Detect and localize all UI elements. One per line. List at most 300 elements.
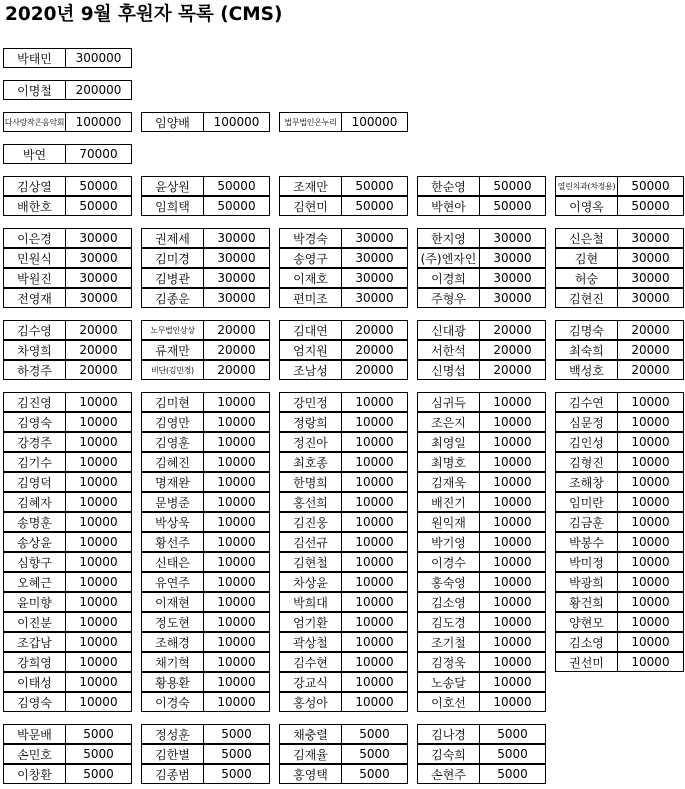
- donor-row: [3, 592, 131, 612]
- donor-amount: 5000: [479, 764, 546, 784]
- donor-row: [3, 288, 131, 308]
- donor-row: [141, 228, 269, 248]
- tier-30000-column: [3, 228, 131, 308]
- donor-row: [279, 512, 407, 532]
- donor-name: 홍선희: [279, 492, 342, 512]
- donor-row: [3, 692, 131, 712]
- donor-name: 김정욱: [417, 652, 480, 672]
- donor-name: 김명숙: [555, 320, 618, 340]
- donor-name: 권제세: [141, 228, 204, 248]
- donor-name: 신은철: [555, 228, 618, 248]
- donor-name: 김수연: [555, 392, 618, 412]
- tier-10000-column: [417, 392, 545, 712]
- donor-amount: 10000: [203, 672, 270, 692]
- donor-amount: 50000: [65, 176, 132, 196]
- donor-row: [3, 472, 131, 492]
- donor-row: [3, 632, 131, 652]
- donor-name: 박미정: [555, 552, 618, 572]
- donor-name: 이경수: [417, 552, 480, 572]
- donor-name: 원익재: [417, 512, 480, 532]
- donor-row: [417, 268, 545, 288]
- donor-name: 김종운: [141, 288, 204, 308]
- donor-name: 박경숙: [279, 228, 342, 248]
- donor-row: [417, 692, 545, 712]
- donor-row: [141, 552, 269, 572]
- donor-row: [417, 552, 545, 572]
- donor-amount: 10000: [65, 572, 132, 592]
- page-title: 2020년 9월 후원자 목록 (CMS): [5, 4, 283, 25]
- donor-row: [417, 612, 545, 632]
- donor-row: [279, 552, 407, 572]
- tier-10000-column: [141, 392, 269, 712]
- donor-row: [279, 360, 407, 380]
- donor-amount: 30000: [341, 228, 408, 248]
- tier-10000-column: [3, 392, 131, 712]
- donor-amount: 20000: [203, 340, 270, 360]
- donor-amount: 10000: [203, 552, 270, 572]
- donor-name: 박연: [3, 144, 66, 164]
- donor-row: [141, 392, 269, 412]
- donor-row: [3, 80, 131, 100]
- donor-amount: 10000: [479, 412, 546, 432]
- donor-name: 김혜자: [3, 492, 66, 512]
- tier-50000-column: [3, 176, 131, 216]
- donor-amount: 10000: [617, 612, 684, 632]
- donor-row: [279, 492, 407, 512]
- donor-amount: 30000: [203, 248, 270, 268]
- donor-row: [3, 572, 131, 592]
- donor-row: [3, 492, 131, 512]
- donor-amount: 10000: [341, 632, 408, 652]
- donor-amount: 10000: [479, 392, 546, 412]
- donor-row: [417, 492, 545, 512]
- donor-amount: 10000: [479, 452, 546, 472]
- donor-row: [3, 228, 131, 248]
- donor-row: [417, 392, 545, 412]
- donor-row: [417, 572, 545, 592]
- donor-name: 심문정: [555, 412, 618, 432]
- donor-amount: 5000: [65, 724, 132, 744]
- donor-row: [141, 288, 269, 308]
- donor-amount: 10000: [203, 472, 270, 492]
- donor-amount: 10000: [65, 612, 132, 632]
- donor-row: [279, 196, 407, 216]
- donor-row: [279, 248, 407, 268]
- tier-20000-column: [3, 320, 131, 380]
- donor-amount: 10000: [341, 672, 408, 692]
- donor-amount: 30000: [617, 248, 684, 268]
- donor-amount: 10000: [65, 512, 132, 532]
- donor-name: 명재완: [141, 472, 204, 492]
- donor-name: 김재율: [279, 744, 342, 764]
- donor-row: [555, 632, 683, 652]
- donor-amount: 100000: [203, 112, 270, 132]
- donor-amount: 10000: [65, 592, 132, 612]
- donor-amount: 30000: [203, 228, 270, 248]
- donor-row: [279, 592, 407, 612]
- donor-row: [3, 196, 131, 216]
- donor-amount: 10000: [65, 652, 132, 672]
- donor-name: 김현철: [279, 552, 342, 572]
- donor-amount: 10000: [203, 692, 270, 712]
- donor-name: 양현모: [555, 612, 618, 632]
- donor-row: [417, 228, 545, 248]
- donor-amount: 50000: [203, 176, 270, 196]
- donor-amount: 20000: [341, 320, 408, 340]
- donor-name: 배한호: [3, 196, 66, 216]
- donor-row: [141, 744, 269, 764]
- donor-amount: 5000: [203, 724, 270, 744]
- donor-amount: 10000: [479, 532, 546, 552]
- donor-amount: 30000: [479, 268, 546, 288]
- donor-amount: 10000: [479, 492, 546, 512]
- donor-name: 정진아: [279, 432, 342, 452]
- donor-amount: 10000: [203, 452, 270, 472]
- donor-amount: 20000: [617, 340, 684, 360]
- donor-amount: 10000: [341, 532, 408, 552]
- donor-amount: 10000: [617, 392, 684, 412]
- donor-amount: 30000: [341, 268, 408, 288]
- donor-row: [3, 360, 131, 380]
- donor-amount: 10000: [65, 412, 132, 432]
- donor-name: 곽상철: [279, 632, 342, 652]
- donor-amount: 10000: [65, 432, 132, 452]
- donor-amount: 10000: [203, 592, 270, 612]
- donor-amount: 50000: [203, 196, 270, 216]
- donor-row: [279, 176, 407, 196]
- donor-name: 황건희: [555, 592, 618, 612]
- donor-name: 전영재: [3, 288, 66, 308]
- donor-amount: 10000: [203, 512, 270, 532]
- donor-name: 손현주: [417, 764, 480, 784]
- donor-amount: 30000: [203, 288, 270, 308]
- donor-row: [3, 612, 131, 632]
- donor-amount: 10000: [617, 512, 684, 532]
- tier-70000-column: [3, 144, 131, 164]
- donor-row: [279, 744, 407, 764]
- donor-row: [555, 288, 683, 308]
- tier-10000-column: [279, 392, 407, 712]
- donor-amount: 10000: [341, 512, 408, 532]
- donor-row: [417, 412, 545, 432]
- donor-name: 강경주: [3, 432, 66, 452]
- donor-row: [3, 248, 131, 268]
- donor-amount: 10000: [65, 452, 132, 472]
- donor-row: [3, 724, 131, 744]
- donor-row: [555, 512, 683, 532]
- donor-name: 김현진: [555, 288, 618, 308]
- donor-row: [417, 472, 545, 492]
- donor-row: [279, 112, 407, 132]
- donor-amount: 20000: [203, 320, 270, 340]
- donor-name: 유연주: [141, 572, 204, 592]
- donor-amount: 30000: [65, 228, 132, 248]
- donor-row: [279, 572, 407, 592]
- donor-row: [141, 724, 269, 744]
- donor-row: [279, 432, 407, 452]
- donor-amount: 10000: [203, 392, 270, 412]
- donor-amount: 10000: [617, 492, 684, 512]
- donor-name: 신태은: [141, 552, 204, 572]
- donor-row: [141, 248, 269, 268]
- tier-30000-column: [555, 228, 683, 308]
- donor-name: 김숙희: [417, 744, 480, 764]
- donor-row: [141, 472, 269, 492]
- donor-name: 신명섭: [417, 360, 480, 380]
- donor-row: [141, 176, 269, 196]
- donor-name: 노무법인상상: [141, 320, 204, 340]
- donor-amount: 10000: [617, 532, 684, 552]
- donor-name: 문병준: [141, 492, 204, 512]
- donor-amount: 10000: [617, 552, 684, 572]
- donor-row: [3, 532, 131, 552]
- donor-row: [279, 692, 407, 712]
- donor-amount: 30000: [341, 288, 408, 308]
- donor-row: [279, 764, 407, 784]
- donor-row: [417, 176, 545, 196]
- donor-name: 김재욱: [417, 472, 480, 492]
- donor-name: 박태민: [3, 48, 66, 68]
- donor-amount: 10000: [479, 652, 546, 672]
- donor-name: 송상윤: [3, 532, 66, 552]
- donor-row: [279, 532, 407, 552]
- donor-row: [555, 340, 683, 360]
- donor-amount: 100000: [65, 112, 132, 132]
- donor-name: 임양배: [141, 112, 204, 132]
- donor-name: 홍영택: [279, 764, 342, 784]
- donor-name: 김영숙: [3, 692, 66, 712]
- tier-100000-entry: [3, 112, 131, 132]
- donor-row: [555, 360, 683, 380]
- donor-name: 채충렬: [279, 724, 342, 744]
- donor-row: [417, 320, 545, 340]
- donor-name: 이태성: [3, 672, 66, 692]
- donor-name: 김영숙: [3, 412, 66, 432]
- donor-row: [417, 724, 545, 744]
- donor-name: 최호종: [279, 452, 342, 472]
- donor-row: [3, 112, 131, 132]
- donor-name: 조해경: [141, 632, 204, 652]
- donor-row: [417, 196, 545, 216]
- donor-name: 심귀득: [417, 392, 480, 412]
- donor-amount: 10000: [65, 472, 132, 492]
- donor-amount: 20000: [479, 360, 546, 380]
- tier-20000-column: [141, 320, 269, 380]
- donor-row: [3, 412, 131, 432]
- donor-row: [3, 320, 131, 340]
- donor-name: 송명훈: [3, 512, 66, 532]
- donor-amount: 10000: [479, 552, 546, 572]
- donor-name: 편미조: [279, 288, 342, 308]
- donor-name: 민원식: [3, 248, 66, 268]
- donor-name: 최영일: [417, 432, 480, 452]
- donor-amount: 10000: [65, 492, 132, 512]
- donor-row: [141, 692, 269, 712]
- donor-amount: 10000: [479, 572, 546, 592]
- donor-row: [555, 492, 683, 512]
- donor-amount: 10000: [203, 572, 270, 592]
- donor-row: [141, 512, 269, 532]
- donor-row: [417, 532, 545, 552]
- donor-amount: 20000: [341, 360, 408, 380]
- donor-name: 김미현: [141, 392, 204, 412]
- donor-amount: 10000: [341, 432, 408, 452]
- donor-name: 홍성아: [279, 692, 342, 712]
- donor-row: [555, 412, 683, 432]
- tier-20000-column: [279, 320, 407, 380]
- donor-name: 김소영: [417, 592, 480, 612]
- tier-30000-column: [417, 228, 545, 308]
- donor-amount: 5000: [65, 764, 132, 784]
- donor-amount: 10000: [341, 492, 408, 512]
- tier-50000-column: [555, 176, 683, 216]
- donor-row: [279, 452, 407, 472]
- donor-name: 법무법인온누리: [279, 112, 342, 132]
- donor-name: 김기수: [3, 452, 66, 472]
- donor-name: 조남성: [279, 360, 342, 380]
- donor-name: 이경희: [417, 268, 480, 288]
- donor-name: 노송달: [417, 672, 480, 692]
- donor-name: 김형진: [555, 452, 618, 472]
- donor-name: 윤상원: [141, 176, 204, 196]
- donor-name: 박희대: [279, 592, 342, 612]
- donor-row: [417, 672, 545, 692]
- donor-amount: 10000: [65, 692, 132, 712]
- donor-row: [555, 572, 683, 592]
- donor-amount: 70000: [65, 144, 132, 164]
- donor-name: 정성훈: [141, 724, 204, 744]
- donor-row: [279, 724, 407, 744]
- donor-row: [417, 340, 545, 360]
- donor-name: 김한별: [141, 744, 204, 764]
- donor-row: [417, 764, 545, 784]
- donor-row: [141, 360, 269, 380]
- donor-name: 김대연: [279, 320, 342, 340]
- donor-row: [555, 472, 683, 492]
- donor-row: [3, 452, 131, 472]
- donor-name: 강교식: [279, 672, 342, 692]
- donor-amount: 30000: [479, 288, 546, 308]
- donor-row: [555, 612, 683, 632]
- donor-row: [3, 176, 131, 196]
- donor-amount: 50000: [617, 176, 684, 196]
- donor-name: 김선규: [279, 532, 342, 552]
- donor-row: [141, 672, 269, 692]
- donor-amount: 10000: [65, 672, 132, 692]
- donor-amount: 10000: [479, 612, 546, 632]
- donor-amount: 20000: [479, 340, 546, 360]
- donor-amount: 10000: [617, 432, 684, 452]
- donor-amount: 10000: [617, 472, 684, 492]
- donor-row: [141, 592, 269, 612]
- donor-name: 송영구: [279, 248, 342, 268]
- donor-row: [3, 340, 131, 360]
- donor-name: 김수영: [3, 320, 66, 340]
- donor-name: 이재현: [141, 592, 204, 612]
- donor-name: 엄기환: [279, 612, 342, 632]
- donor-row: [3, 764, 131, 784]
- donor-row: [141, 196, 269, 216]
- tier-200000-column: [3, 80, 131, 100]
- donor-amount: 10000: [617, 572, 684, 592]
- donor-row: [279, 268, 407, 288]
- donor-name: 김소영: [555, 632, 618, 652]
- donor-amount: 5000: [203, 744, 270, 764]
- donor-name: 백성호: [555, 360, 618, 380]
- donor-name: 조갑남: [3, 632, 66, 652]
- donor-amount: 300000: [65, 48, 132, 68]
- donor-amount: 30000: [65, 248, 132, 268]
- donor-amount: 10000: [479, 512, 546, 532]
- donor-name: 신대광: [417, 320, 480, 340]
- donor-row: [3, 392, 131, 412]
- donor-name: 한지영: [417, 228, 480, 248]
- donor-row: [141, 452, 269, 472]
- donor-name: 배진기: [417, 492, 480, 512]
- donor-name: 김현미: [279, 196, 342, 216]
- donor-name: 이진분: [3, 612, 66, 632]
- donor-name: 임희택: [141, 196, 204, 216]
- donor-amount: 10000: [341, 652, 408, 672]
- donor-name: 심향구: [3, 552, 66, 572]
- donor-amount: 10000: [203, 412, 270, 432]
- donor-row: [555, 320, 683, 340]
- tier-5000-column: [417, 724, 545, 784]
- donor-amount: 10000: [203, 492, 270, 512]
- donor-amount: 30000: [65, 288, 132, 308]
- donor-amount: 30000: [479, 228, 546, 248]
- donor-name: 한명희: [279, 472, 342, 492]
- tier-50000-column: [141, 176, 269, 216]
- donor-name: 윤미향: [3, 592, 66, 612]
- donor-amount: 10000: [203, 652, 270, 672]
- donor-name: 권선미: [555, 652, 618, 672]
- donor-name: 이호선: [417, 692, 480, 712]
- donor-amount: 10000: [341, 612, 408, 632]
- donor-amount: 5000: [479, 724, 546, 744]
- donor-amount: 20000: [341, 340, 408, 360]
- tier-5000-column: [141, 724, 269, 784]
- donor-amount: 10000: [341, 412, 408, 432]
- donor-row: [3, 144, 131, 164]
- donor-name: 이영옥: [555, 196, 618, 216]
- donor-name: 주형우: [417, 288, 480, 308]
- donor-amount: 10000: [341, 552, 408, 572]
- donor-amount: 10000: [617, 412, 684, 432]
- donor-name: 황용환: [141, 672, 204, 692]
- donor-row: [279, 632, 407, 652]
- donor-amount: 20000: [617, 360, 684, 380]
- donor-amount: 10000: [479, 632, 546, 652]
- donor-row: [417, 248, 545, 268]
- donor-amount: 20000: [617, 320, 684, 340]
- tier-20000-column: [417, 320, 545, 380]
- tier-10000-column: [555, 392, 683, 672]
- donor-amount: 10000: [341, 572, 408, 592]
- tier-20000-column: [555, 320, 683, 380]
- donor-name: 서한석: [417, 340, 480, 360]
- donor-name: 김인성: [555, 432, 618, 452]
- donor-name: 임미란: [555, 492, 618, 512]
- donor-amount: 10000: [479, 592, 546, 612]
- donor-amount: 100000: [341, 112, 408, 132]
- donor-amount: 10000: [479, 432, 546, 452]
- donor-name: 이은경: [3, 228, 66, 248]
- donor-row: [279, 472, 407, 492]
- donor-row: [555, 532, 683, 552]
- donor-row: [141, 340, 269, 360]
- donor-name: 김진영: [3, 392, 66, 412]
